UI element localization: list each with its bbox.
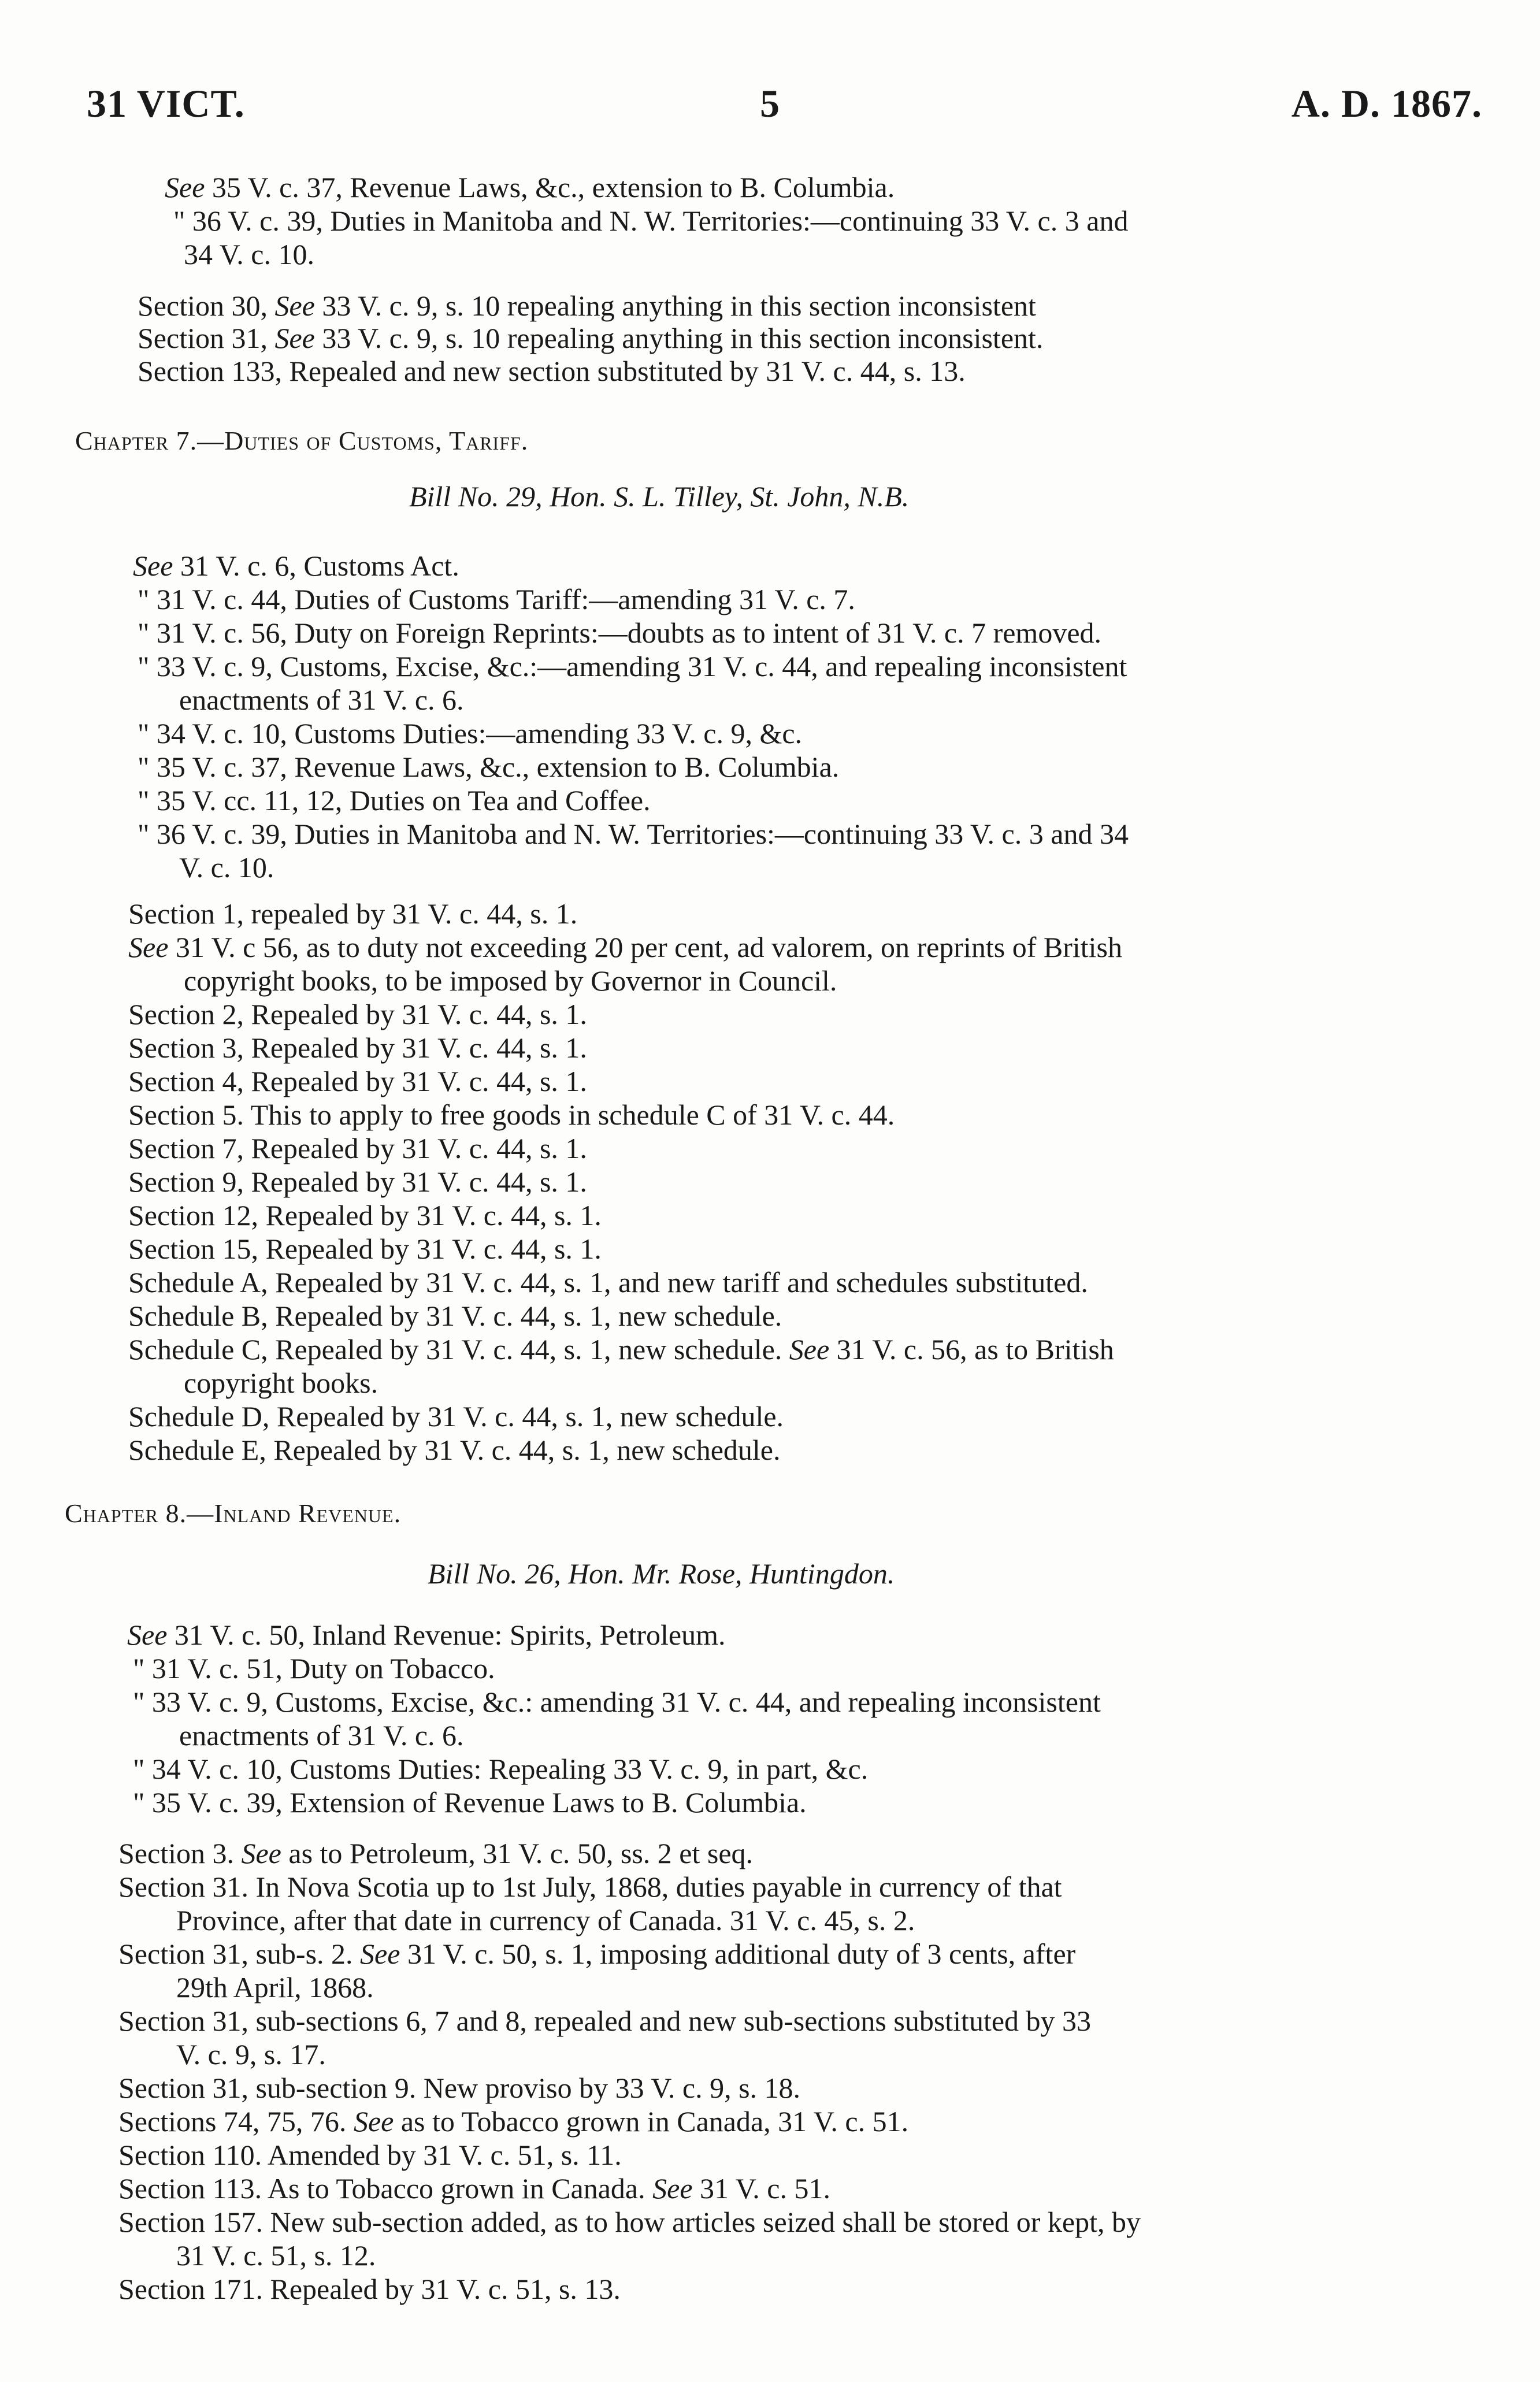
text-line — [128, 1098, 895, 1131]
text-line-content: Section 12, Repealed by 31 V. c. 44, s. 1. — [128, 1199, 602, 1231]
text-line — [133, 1786, 807, 1819]
text-line-content: Bill No. 26, Hon. Mr. Rose, Huntingdon. — [428, 1557, 895, 1590]
text-line-content: 29th April, 1868. — [176, 1971, 374, 2003]
text-line-content: Section 15, Repealed by 31 V. c. 44, s. 1. — [128, 1233, 602, 1265]
text-line-content: Province, after that date in currency of Canada. 31 V. c. 45, s. 2. — [176, 1904, 915, 1936]
text-line — [138, 582, 855, 616]
text-line-content: V. c. 10. — [179, 851, 274, 884]
text-line-content: " 31 V. c. 56, Duty on Foreign Reprints:—doubts as to intent of 31 V. c. 7 removed. — [138, 617, 1102, 649]
text-line-content: Section 4, Repealed by 31 V. c. 44, s. 1. — [128, 1065, 587, 1097]
text-line-content: Section 133, Repealed and new section substituted by 31 V. c. 44, s. 13. — [138, 355, 966, 387]
text-line-content: " 35 V. c. 39, Extension of Revenue Laws to B. Columbia. — [133, 1786, 807, 1819]
text-line — [173, 204, 1128, 238]
text-line-content: Section 110. Amended by 31 V. c. 51, s. 11. — [118, 2139, 622, 2171]
text-line — [179, 851, 274, 884]
text-line-content: Chapter 7.—Duties of Customs, Tariff. — [75, 426, 529, 455]
text-line-content: Schedule C, Repealed by 31 V. c. 44, s. 1, new schedule. — [128, 1333, 789, 1366]
text-line — [138, 750, 839, 784]
text-line-content: Section 31, sub-sections 6, 7 and 8, repealed and new sub-sections substituted by 33 — [118, 2005, 1092, 2037]
text-line — [179, 683, 464, 717]
text-line-content: " 36 V. c. 39, Duties in Manitoba and N. W. Territories:—continuing 33 V. c. 3 and — [173, 205, 1129, 237]
see-reference-marker: See — [241, 1837, 281, 1869]
text-line — [184, 238, 314, 271]
see-reference-marker: See — [789, 1333, 830, 1366]
text-line — [128, 897, 577, 930]
text-line — [176, 2239, 376, 2272]
text-line-content: Section 9, Repealed by 31 V. c. 44, s. 1. — [128, 1166, 587, 1198]
text-line-content: Schedule A, Repealed by 31 V. c. 44, s. 1, and new tariff and schedules substituted. — [128, 1266, 1088, 1298]
text-line — [118, 2071, 800, 2105]
text-line — [128, 930, 1122, 964]
text-line — [128, 1165, 587, 1199]
text-line-content: Schedule D, Repealed by 31 V. c. 44, s. 1, new schedule. — [128, 1400, 784, 1433]
text-line — [128, 1299, 782, 1333]
running-head-regnal-year: 31 VICT. — [87, 81, 245, 125]
text-line-content: 33 V. c. 9, s. 10 repealing anything in this section inconsistent — [314, 290, 1036, 322]
text-line — [127, 1618, 726, 1652]
text-line — [184, 964, 837, 997]
text-line-content: " 35 V. cc. 11, 12, Duties on Tea and Coffee. — [138, 784, 651, 817]
text-line — [118, 1836, 753, 1870]
see-reference-marker: See — [133, 550, 173, 582]
text-line-content: Section 157. New sub-section added, as to how articles seized shall be stored or kept, by — [118, 2206, 1141, 2238]
text-line — [128, 1199, 602, 1232]
text-line-content: 31 V. c. 51. — [692, 2172, 830, 2205]
text-line — [165, 170, 895, 204]
text-line-content: 31 V. c. 56, as to British — [829, 1333, 1114, 1366]
text-line-content: as to Tobacco grown in Canada, 31 V. c. 51. — [394, 2105, 909, 2138]
chapter-heading — [65, 1497, 401, 1530]
text-line — [118, 2004, 1091, 2038]
text-line — [133, 1685, 1101, 1719]
text-line-content: copyright books. — [184, 1367, 378, 1399]
text-line — [118, 2138, 622, 2172]
text-line-content: " 31 V. c. 44, Duties of Customs Tariff:—amending 31 V. c. 7. — [138, 583, 855, 615]
text-line — [138, 817, 1129, 851]
text-line-content: " 33 V. c. 9, Customs, Excise, &c.:—amending 31 V. c. 44, and repealing inconsistent — [138, 650, 1127, 682]
running-head-year: A. D. 1867. — [1291, 81, 1482, 125]
text-line-content: 31 V. c 56, as to duty not exceeding 20 per cent, ad valorem, on reprints of British — [168, 931, 1122, 963]
text-line-content: enactments of 31 V. c. 6. — [179, 1719, 464, 1752]
text-line-content: 31 V. c. 50, Inland Revenue: Spirits, Petroleum. — [167, 1619, 726, 1651]
text-line — [133, 1652, 495, 1685]
text-line — [118, 2105, 908, 2138]
text-line-content: 34 V. c. 10. — [184, 238, 314, 270]
text-line-content: 33 V. c. 9, s. 10 repealing anything in this section inconsistent. — [314, 322, 1044, 354]
text-line-content: Section 3, Repealed by 31 V. c. 44, s. 1. — [128, 1032, 587, 1064]
text-line-content: Schedule E, Repealed by 31 V. c. 44, s. 1, new schedule. — [128, 1434, 781, 1466]
chapter-heading — [75, 424, 528, 458]
text-line — [128, 1400, 784, 1433]
text-line-content: copyright books, to be imposed by Governor in Council. — [184, 964, 837, 997]
see-reference-marker: See — [360, 1938, 400, 1970]
text-line-content: Chapter 8.—Inland Revenue. — [65, 1498, 402, 1528]
text-line-content: 31 V. c. 50, s. 1, imposing additional duty of 3 cents, after — [400, 1938, 1076, 1970]
text-line-content: " 31 V. c. 51, Duty on Tobacco. — [133, 1652, 495, 1685]
text-line — [118, 2272, 621, 2306]
text-line-content: " 33 V. c. 9, Customs, Excise, &c.: amending 31 V. c. 44, and repealing inconsistent — [133, 1686, 1101, 1718]
text-line — [128, 1064, 587, 1098]
text-line — [128, 1333, 1114, 1366]
text-line — [133, 1752, 868, 1786]
text-line-content: Section 3. — [118, 1837, 242, 1869]
text-line-content: Section 171. Repealed by 31 V. c. 51, s. 13. — [118, 2273, 621, 2305]
bill-reference — [409, 480, 909, 513]
text-line-content: 35 V. c. 37, Revenue Laws, &c., extension to B. Columbia. — [205, 171, 895, 203]
bill-reference — [428, 1557, 895, 1590]
text-line-content: Section 31, sub-section 9. New proviso by 33 V. c. 9, s. 18. — [118, 2072, 801, 2104]
text-line — [138, 289, 1036, 322]
text-line — [128, 1031, 587, 1064]
text-line-content: Section 31. In Nova Scotia up to 1st July, 1868, duties payable in currency of that — [118, 1871, 1062, 1903]
text-line — [128, 1433, 780, 1467]
text-line — [128, 997, 587, 1031]
text-line — [179, 1719, 464, 1752]
text-line — [118, 1937, 1075, 1971]
text-line — [128, 1266, 1088, 1299]
text-line — [138, 616, 1101, 650]
text-line — [138, 650, 1127, 683]
text-line-content: Section 31, sub-s. 2. — [118, 1938, 361, 1970]
text-line-content: " 36 V. c. 39, Duties in Manitoba and N. W. Territories:—continuing 33 V. c. 3 and 34 — [138, 818, 1129, 850]
text-line — [118, 2172, 830, 2205]
text-line-content: " 35 V. c. 37, Revenue Laws, &c., extension to B. Columbia. — [138, 751, 840, 783]
see-reference-marker: See — [652, 2172, 693, 2205]
text-line-content: 31 V. c. 6, Customs Act. — [173, 550, 459, 582]
text-line — [176, 2038, 326, 2071]
text-line — [138, 354, 966, 388]
text-line — [118, 1870, 1062, 1904]
text-line — [184, 1366, 378, 1400]
text-line — [128, 1232, 602, 1266]
text-line — [176, 1904, 915, 1937]
text-line-content: Section 30, — [138, 290, 275, 322]
see-reference-marker: See — [127, 1619, 168, 1651]
text-line-content: enactments of 31 V. c. 6. — [179, 684, 464, 716]
text-line — [138, 321, 1043, 355]
text-line-content: Section 7, Repealed by 31 V. c. 44, s. 1. — [128, 1132, 587, 1164]
text-line — [128, 1131, 587, 1165]
see-reference-marker: See — [353, 2105, 394, 2138]
text-line-content: " 34 V. c. 10, Customs Duties:—amending 33 V. c. 9, &c. — [138, 717, 803, 750]
text-line — [138, 717, 802, 750]
see-reference-marker: See — [128, 931, 169, 963]
text-line-content: Section 5. This to apply to free goods in schedule C of 31 V. c. 44. — [128, 1099, 895, 1131]
text-line-content: Bill No. 29, Hon. S. L. Tilley, St. John, N.B. — [409, 480, 910, 513]
text-line-content: V. c. 9, s. 17. — [176, 2038, 326, 2071]
text-line-content: Sections 74, 75, 76. — [118, 2105, 354, 2138]
text-line — [118, 2205, 1141, 2239]
page-number: 5 — [760, 81, 780, 125]
see-reference-marker: See — [165, 171, 205, 203]
see-reference-marker: See — [274, 290, 315, 322]
text-line-content: Section 1, repealed by 31 V. c. 44, s. 1. — [128, 897, 578, 930]
see-reference-marker: See — [274, 322, 315, 354]
text-line — [138, 784, 651, 817]
text-line — [133, 549, 459, 582]
text-line-content: Section 2, Repealed by 31 V. c. 44, s. 1. — [128, 998, 587, 1030]
text-line — [176, 1971, 374, 2004]
text-line-content: Schedule B, Repealed by 31 V. c. 44, s. 1, new schedule. — [128, 1300, 782, 1332]
text-line-content: 31 V. c. 51, s. 12. — [176, 2239, 376, 2272]
text-line-content: Section 31, — [138, 322, 275, 354]
text-line-content: as to Petroleum, 31 V. c. 50, ss. 2 et seq. — [281, 1837, 754, 1869]
text-line-content: Section 113. As to Tobacco grown in Canada. — [118, 2172, 653, 2205]
text-line-content: " 34 V. c. 10, Customs Duties: Repealing 33 V. c. 9, in part, &c. — [133, 1753, 869, 1785]
